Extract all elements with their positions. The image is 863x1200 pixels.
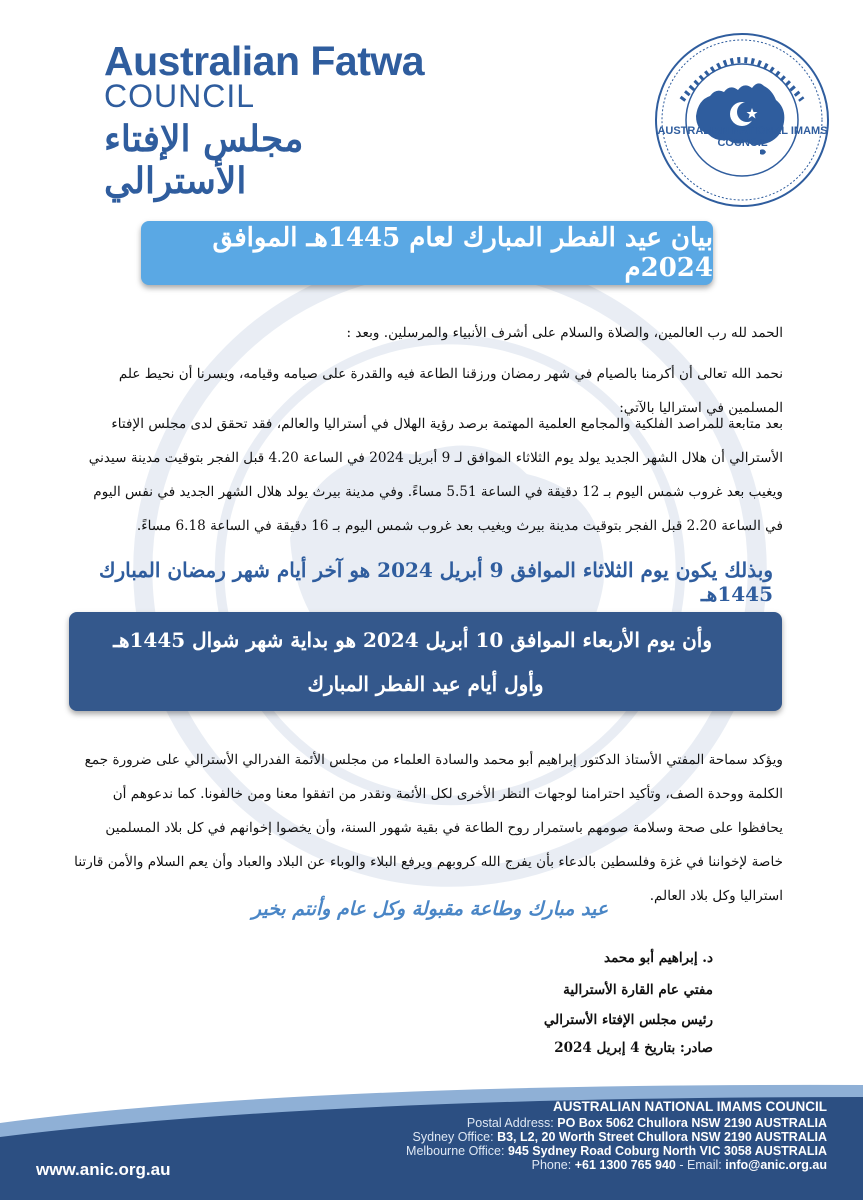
footer-postal bbox=[307, 1116, 827, 1131]
footer-sydney bbox=[307, 1130, 827, 1145]
postal-value: PO Box 5062 Chullora NSW 2190 AUSTRALIA bbox=[557, 1116, 827, 1130]
intro-paragraph: نحمد الله تعالى أن أكرمنا بالصيام في شهر رمضان ورزقنا الطاعة فيه والقدرة على صيامه وقيامه، ويسرنا أن نحيط علم المسلمين في استراليا بالآتي: bbox=[118, 366, 783, 416]
signatory-role-1: مفتي عام القارة الأسترالية bbox=[563, 982, 713, 998]
melbourne-label: Melbourne Office: bbox=[406, 1144, 505, 1158]
issue-date: صادر: بتاريخ 4 إبريل 2024 bbox=[554, 1040, 713, 1056]
mufti-statement-paragraph: ويؤكد سماحة المفتي الأستاذ الدكتور إبراهيم أبو محمد والسادة العلماء من مجلس الأئمة الفدرالي الأسترالي على ضرورة جمع الكلمة ووحدة الصف، وتأكيد احترامنا لوجهات النظر الأخرى لكل الأئمة ونقدر من اتفقوا معنا ومن خالفونا. كما ندعوهم أن يحافظوا على صحة وسلامة صومهم باستمرار روح الطاعة في بقية شهور السنة، وأن يخصوا إخوانهم في كل بلاد المسلمين خاصة لإخواننا في غزة وفلسطين بالدعاء بأن يفرج الله كروبهم ويرفع البلاء والوباء عن البلاد والعباد وأن يعم السلام والأمن قارتنا استراليا وكل بلاد العالم. bbox=[74, 752, 783, 904]
footer-melbourne bbox=[307, 1144, 827, 1159]
opening-paragraph: الحمد لله رب العالمين، والصلاة والسلام على أشرف الأنبياء والمرسلين. وبعد : bbox=[346, 325, 783, 341]
phone-value[interactable]: +61 1300 765 940 bbox=[574, 1158, 676, 1172]
imams-council-seal-icon bbox=[652, 30, 832, 210]
eid-first-day-line: وأول أيام عيد الفطر المبارك bbox=[307, 672, 544, 696]
postal-label: Postal Address: bbox=[466, 1116, 554, 1130]
melbourne-value: 945 Sydney Road Coburg North VIC 3058 AUSTRALIA bbox=[507, 1144, 827, 1158]
sydney-label: Sydney Office: bbox=[412, 1130, 494, 1144]
last-day-ramadan-highlight: وبذلك يكون يوم الثلاثاء الموافق 9 أبريل 2024 هو آخر أيام شهر رمضان المبارك 1445هـ bbox=[98, 558, 773, 606]
phone-label: Phone: bbox=[531, 1158, 572, 1172]
footer-org-name: AUSTRALIAN NATIONAL IMAMS COUNCIL bbox=[553, 1099, 827, 1114]
footer-contact bbox=[307, 1158, 827, 1173]
sydney-value: B3, L2, 20 Worth Street Chullora NSW 2190 AUSTRALIA bbox=[497, 1130, 827, 1144]
moon-sighting-paragraph: بعد متابعة للمراصد الفلكية والمجامع العلمية المهتمة برصد رؤية الهلال في أستراليا والعالم، فقد تحقق لدى مجلس الإفتاء الأسترالي أن هلال الشهر الجديد يولد يوم الثلاثاء الموافق لـ 9 أبريل 2024 في الساعة 4.20 قبل الفجر بتوقيت مدينة سيدني ويغيب بعد غروب شمس اليوم بـ 12 دقيقة في الساعة 5.51 مساءً. وفي مدينة بيرث يولد هلال الشهر الجديد في نفس اليوم في الساعة 2.20 قبل الفجر بتوقيت مدينة بيرث ويغيب بعد غروب شمس اليوم بـ 16 دقيقة في الساعة 6.18 مساءً. bbox=[88, 416, 783, 534]
seal-caption: AUSTRALIAN NATIONAL IMAMS COUNCIL bbox=[657, 125, 828, 149]
signatory-name: د. إبراهيم أبو محمد bbox=[603, 950, 713, 966]
eid-greeting: عيد مبارك وطاعة مقبولة وكل عام وأنتم بخير bbox=[251, 898, 609, 920]
eid-date-line: وأن يوم الأربعاء الموافق 10 أبريل 2024 هو بداية شهر شوال 1445هـ bbox=[113, 628, 712, 652]
brand-title: Australian Fatwa bbox=[104, 38, 425, 84]
email-label: - Email: bbox=[679, 1158, 722, 1172]
website-link[interactable]: www.anic.org.au bbox=[36, 1160, 171, 1179]
brand-arabic-title: مجلس الإفتاء الأسترالي bbox=[104, 118, 304, 202]
statement-title: بيان عيد الفطر المبارك لعام 1445هـ الموافق 2024م bbox=[212, 223, 713, 283]
title-banner bbox=[141, 221, 713, 285]
eid-announcement-box bbox=[69, 612, 782, 711]
signatory-role-2: رئيس مجلس الإفتاء الأسترالي bbox=[543, 1012, 713, 1028]
brand-subtitle: COUNCIL bbox=[104, 78, 256, 114]
email-value[interactable]: info@anic.org.au bbox=[725, 1158, 827, 1172]
